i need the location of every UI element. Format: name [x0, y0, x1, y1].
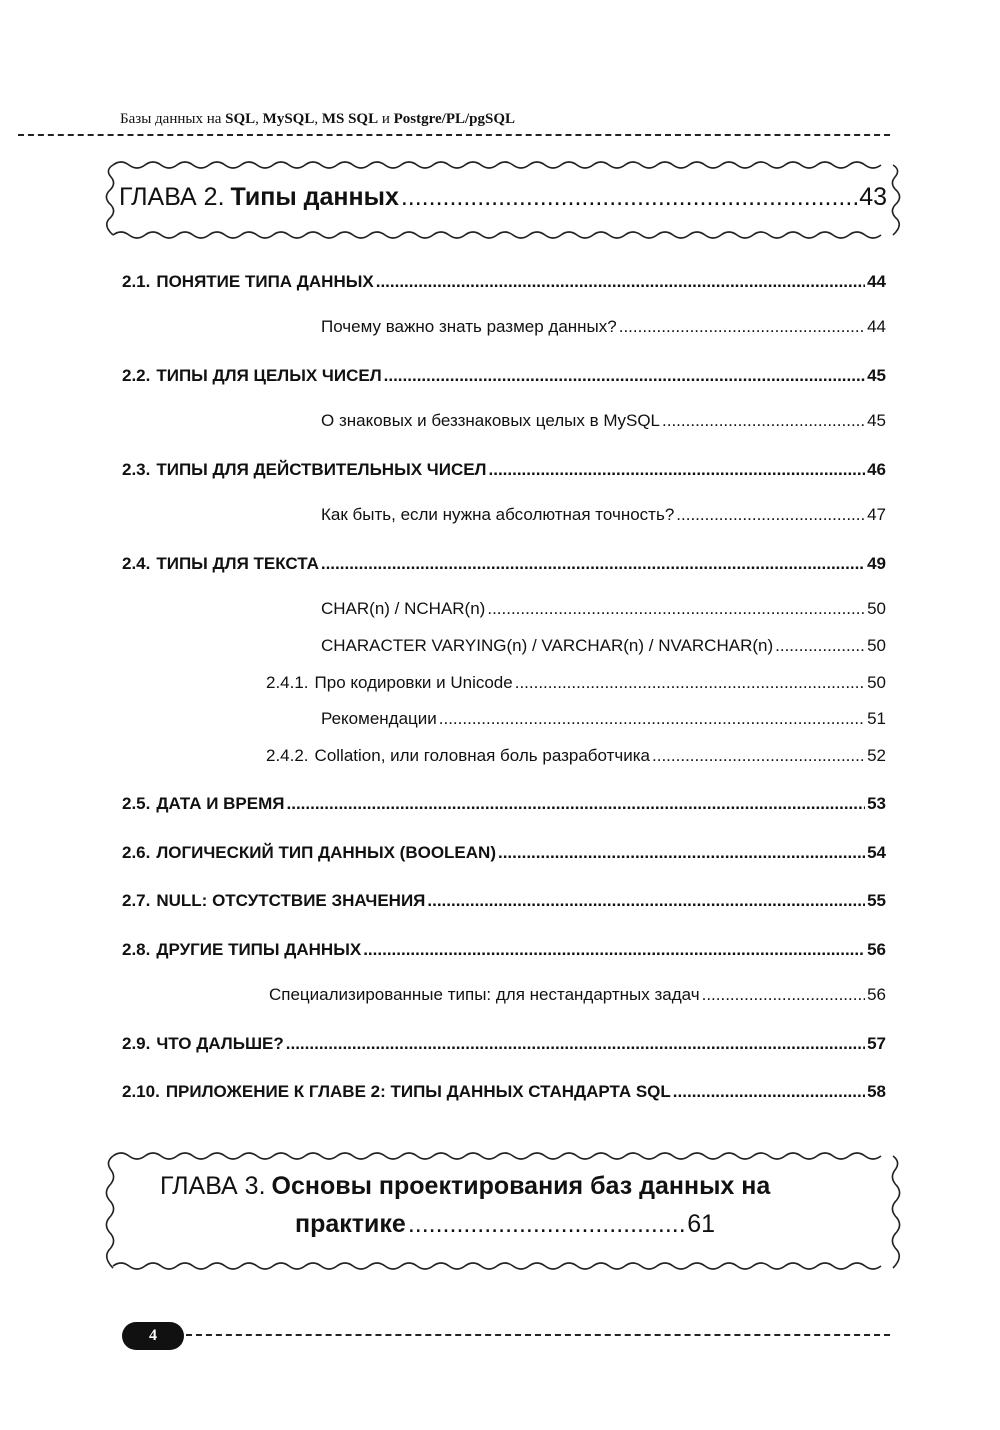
- chapter-title: Типы данных: [230, 183, 399, 211]
- toc-entry-title: ПРИЛОЖЕНИЕ К ГЛАВЕ 2: ТИПЫ ДАННЫХ СТАНДАРТА SQL: [165, 1082, 671, 1101]
- chapter-title: Основы проектирования баз данных на: [271, 1172, 771, 1200]
- page-number-badge: [122, 1322, 184, 1350]
- dot-leader: [652, 746, 865, 766]
- toc-entry-number: 2.6.: [122, 843, 151, 862]
- toc-entry-number: 2.4.2.: [266, 746, 309, 765]
- toc-entry-title: Рекомендации: [321, 709, 437, 728]
- running-head-sep: и: [378, 111, 394, 127]
- toc-subsection-entry[interactable]: [321, 709, 886, 729]
- toc-entry-title: Про кодировки и Unicode: [314, 673, 513, 692]
- toc-section-entry[interactable]: [122, 1082, 886, 1102]
- dot-leader: [489, 460, 866, 480]
- toc-entry-page: 50: [867, 599, 886, 618]
- toc-section-entry[interactable]: [122, 1034, 886, 1054]
- header-dashed-rule: [18, 134, 890, 136]
- toc-subsection-entry[interactable]: [266, 746, 886, 766]
- toc-entry-title: CHARACTER VARYING(n) / VARCHAR(n) / NVARCHAR(n): [321, 636, 774, 655]
- toc-entry-number: 2.1.: [122, 272, 151, 291]
- dot-leader: [376, 272, 865, 292]
- dot-leader: [676, 505, 865, 525]
- chapter-2-frame: [103, 157, 903, 241]
- toc-entry-title: CHAR(n) / NCHAR(n): [321, 599, 486, 618]
- toc-entry-title: NULL: ОТСУТСТВИЕ ЗНАЧЕНИЯ: [156, 891, 426, 910]
- chapter-page: 61: [687, 1210, 715, 1238]
- running-head-sql: SQL: [225, 111, 256, 127]
- page-number: 4: [149, 1327, 157, 1344]
- toc-entry-title: ПОНЯТИЕ ТИПА ДАННЫХ: [156, 272, 374, 291]
- running-head-postgre: Postgre/PL/pgSQL: [393, 111, 516, 127]
- toc-section-entry[interactable]: [122, 554, 886, 574]
- toc-entry-title: Collation, или головная боль разработчика: [314, 746, 651, 765]
- dot-leader: [408, 1210, 685, 1239]
- toc-entry-page: 49: [867, 554, 886, 573]
- toc-entry-number: 2.2.: [122, 366, 151, 385]
- toc-entry-page: 53: [867, 794, 886, 813]
- dot-leader: [363, 940, 865, 960]
- toc-entry-title: Почему важно знать размер данных?: [321, 317, 617, 336]
- dot-leader: [515, 673, 865, 693]
- toc-subsection-entry[interactable]: [321, 317, 886, 337]
- chapter-2-entry[interactable]: [119, 183, 887, 212]
- toc-subsection-entry[interactable]: [269, 985, 886, 1005]
- dot-leader: [702, 985, 865, 1005]
- toc-entry-title: О знаковых и беззнаковых целых в MySQL: [321, 411, 661, 430]
- toc-subsection-entry[interactable]: [321, 505, 886, 525]
- toc-entry-page: 50: [867, 673, 886, 692]
- toc-entry-page: 51: [867, 709, 886, 728]
- toc-section-entry[interactable]: [122, 843, 886, 863]
- footer-dashed-rule: [186, 1334, 890, 1336]
- running-head-sep: ,: [255, 111, 263, 127]
- toc-entry-page: 56: [867, 940, 886, 959]
- toc-entry-page: 57: [867, 1034, 886, 1053]
- toc-entry-number: 2.4.: [122, 554, 151, 573]
- toc-entry-page: 56: [867, 985, 886, 1004]
- chapter-3-entry-line1[interactable]: [160, 1172, 770, 1201]
- toc-section-entry[interactable]: [122, 272, 886, 292]
- dot-leader: [775, 636, 865, 656]
- toc-section-entry[interactable]: [122, 460, 886, 480]
- toc-entry-number: 2.9.: [122, 1034, 151, 1053]
- dot-leader: [401, 183, 857, 212]
- dot-leader: [619, 317, 865, 337]
- toc-entry-number: 2.3.: [122, 460, 151, 479]
- running-head-sep: ,: [314, 111, 322, 127]
- toc-entry-title: ТИПЫ ДЛЯ ТЕКСТА: [156, 554, 319, 573]
- dot-leader: [427, 891, 865, 911]
- dot-leader: [487, 599, 865, 619]
- dot-leader: [673, 1082, 865, 1102]
- toc-entry-page: 58: [867, 1082, 886, 1101]
- toc-entry-number: 2.5.: [122, 794, 151, 813]
- toc-entry-title: ТИПЫ ДЛЯ ЦЕЛЫХ ЧИСЕЛ: [156, 366, 382, 385]
- chapter-3-frame: [103, 1148, 903, 1274]
- toc-subsection-entry[interactable]: [321, 411, 886, 431]
- toc-subsection-entry[interactable]: [321, 636, 886, 656]
- chapter-3-entry-line2[interactable]: [295, 1210, 715, 1239]
- toc-entry-title: Специализированные типы: для нестандартных задач: [269, 985, 700, 1004]
- toc-section-entry[interactable]: [122, 940, 886, 960]
- toc-entry-page: 52: [867, 746, 886, 765]
- toc-entry-page: 50: [867, 636, 886, 655]
- running-head-mysql: MySQL: [262, 111, 315, 127]
- chapter-label: ГЛАВА 2.: [119, 183, 225, 211]
- toc-entry-title: ДАТА И ВРЕМЯ: [156, 794, 285, 813]
- chapter-title-continued: практике: [295, 1210, 406, 1238]
- toc-entry-title: ТИПЫ ДЛЯ ДЕЙСТВИТЕЛЬНЫХ ЧИСЕЛ: [156, 460, 487, 479]
- dot-leader: [287, 794, 866, 814]
- toc-section-entry[interactable]: [122, 794, 886, 814]
- dot-leader: [286, 1034, 865, 1054]
- dot-leader: [321, 554, 865, 574]
- running-head-prefix: Базы данных на: [120, 111, 226, 127]
- toc-subsection-entry[interactable]: [266, 673, 886, 693]
- dot-leader: [662, 411, 865, 431]
- dot-leader: [439, 709, 865, 729]
- toc-entry-number: 2.4.1.: [266, 673, 309, 692]
- toc-entry-page: 46: [867, 460, 886, 479]
- toc-entry-page: 44: [867, 272, 886, 291]
- toc-entry-page: 54: [867, 843, 886, 862]
- toc-subsection-entry[interactable]: [321, 599, 886, 619]
- toc-entry-title: ДРУГИЕ ТИПЫ ДАННЫХ: [156, 940, 362, 959]
- chapter-label: ГЛАВА 3.: [160, 1172, 266, 1200]
- toc-entry-page: 55: [867, 891, 886, 910]
- toc-entry-title: Как быть, если нужна абсолютная точность?: [321, 505, 675, 524]
- dot-leader: [384, 366, 865, 386]
- toc-entry-title: ЛОГИЧЕСКИЙ ТИП ДАННЫХ (BOOLEAN): [156, 843, 496, 862]
- chapter-page: 43: [859, 183, 887, 211]
- toc-entry-page: 47: [867, 505, 886, 524]
- toc-entry-number: 2.7.: [122, 891, 151, 910]
- toc-entry-page: 45: [867, 411, 886, 430]
- running-head-mssql: MS SQL: [321, 111, 379, 127]
- running-head: [120, 111, 515, 128]
- dot-leader: [498, 843, 865, 863]
- toc-entry-number: 2.8.: [122, 940, 151, 959]
- toc-section-entry[interactable]: [122, 366, 886, 386]
- toc-entry-page: 44: [867, 317, 886, 336]
- toc-entry-page: 45: [867, 366, 886, 385]
- toc-entry-number: 2.10.: [122, 1082, 160, 1101]
- toc-section-entry[interactable]: [122, 891, 886, 911]
- toc-entry-title: ЧТО ДАЛЬШЕ?: [156, 1034, 284, 1053]
